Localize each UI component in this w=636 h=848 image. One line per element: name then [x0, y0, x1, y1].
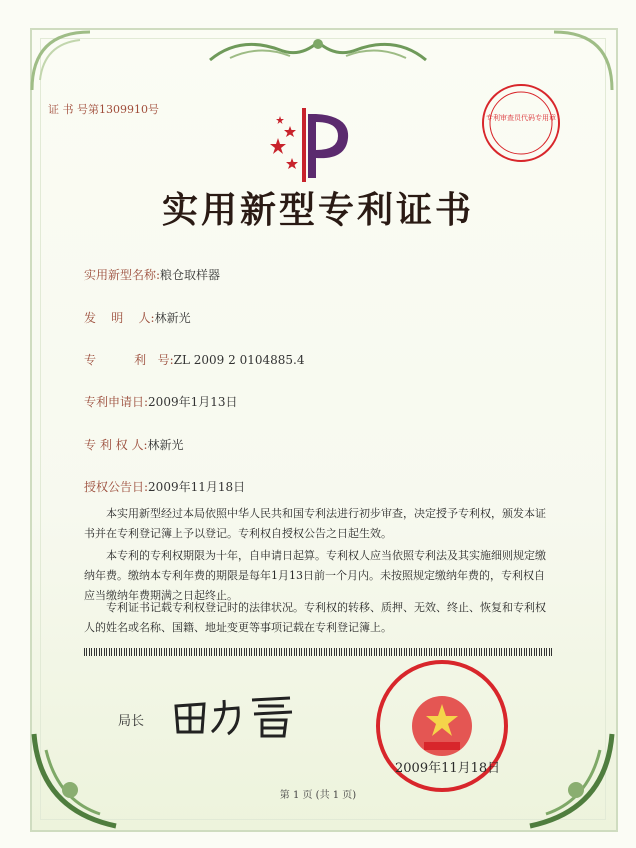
- field-value: 林新光: [147, 438, 184, 452]
- field-label: 实用新型名称:: [84, 268, 161, 282]
- corner-ornament-icon: [526, 730, 616, 830]
- field-label: 授权公告日:: [84, 480, 149, 494]
- examiner-seal-text: 专利审查员代码专用章: [486, 114, 556, 122]
- corner-ornament-icon: [30, 30, 100, 100]
- field-value: 2009年1月13日: [148, 395, 238, 409]
- issue-date: 2009年11月18日: [395, 761, 501, 776]
- paragraph-grant-notice: 本实用新型经过本局依照中华人民共和国专利法进行初步审查，决定授予专利权，颁发本证书并在专利登记簿上予以登记。专利权自授权公告之日起生效。: [84, 507, 546, 540]
- field-grant-date: [84, 478, 245, 495]
- field-label: 专 利 号:: [84, 353, 174, 367]
- field-label: 专利申请日:: [84, 395, 149, 409]
- certificate-title: 实用新型专利证书: [161, 189, 474, 231]
- examiner-seal-icon: [478, 80, 564, 166]
- patent-office-logo-icon: [264, 108, 360, 182]
- field-label: 发 明 人:: [84, 311, 155, 325]
- paragraph-legal-status: 专利证书记载专利权登记时的法律状况。专利权的转移、质押、无效、终止、恢复和专利权人的姓名或名称、国籍、地址变更等事项记载在专利登记簿上。: [84, 601, 546, 634]
- field-value: 林新光: [154, 311, 191, 325]
- paragraph-term-notice: 本专利的专利权期限为十年，自申请日起算。专利权人应当依照专利法及其实施细则规定缴纳年费。缴纳本专利年费的期限是每年1月13日前一个月内。未按照规定缴纳年费的，专利权自应当缴纳年费期满之日起终止。: [84, 549, 546, 602]
- field-value: 2009年11月18日: [148, 480, 246, 494]
- certificate-number: 证 书 号第1309910号: [48, 103, 159, 116]
- director-label: 局长: [118, 714, 145, 729]
- corner-ornament-icon: [30, 730, 120, 830]
- field-application-date: [84, 393, 238, 410]
- field-utility-model-name: [84, 266, 220, 283]
- barcode-strip: [84, 648, 554, 656]
- field-patent-number: [84, 351, 304, 368]
- field-label: 专 利 权 人:: [84, 438, 148, 452]
- director-signature-icon: [168, 686, 308, 742]
- field-patentee: [84, 436, 184, 453]
- field-value: 粮仓取样器: [160, 268, 221, 282]
- field-inventor: [84, 309, 191, 326]
- page-number: 第 1 页 (共 1 页): [279, 790, 357, 801]
- top-ornament-icon: [200, 30, 436, 70]
- field-value: ZL 2009 2 0104885.4: [173, 353, 305, 367]
